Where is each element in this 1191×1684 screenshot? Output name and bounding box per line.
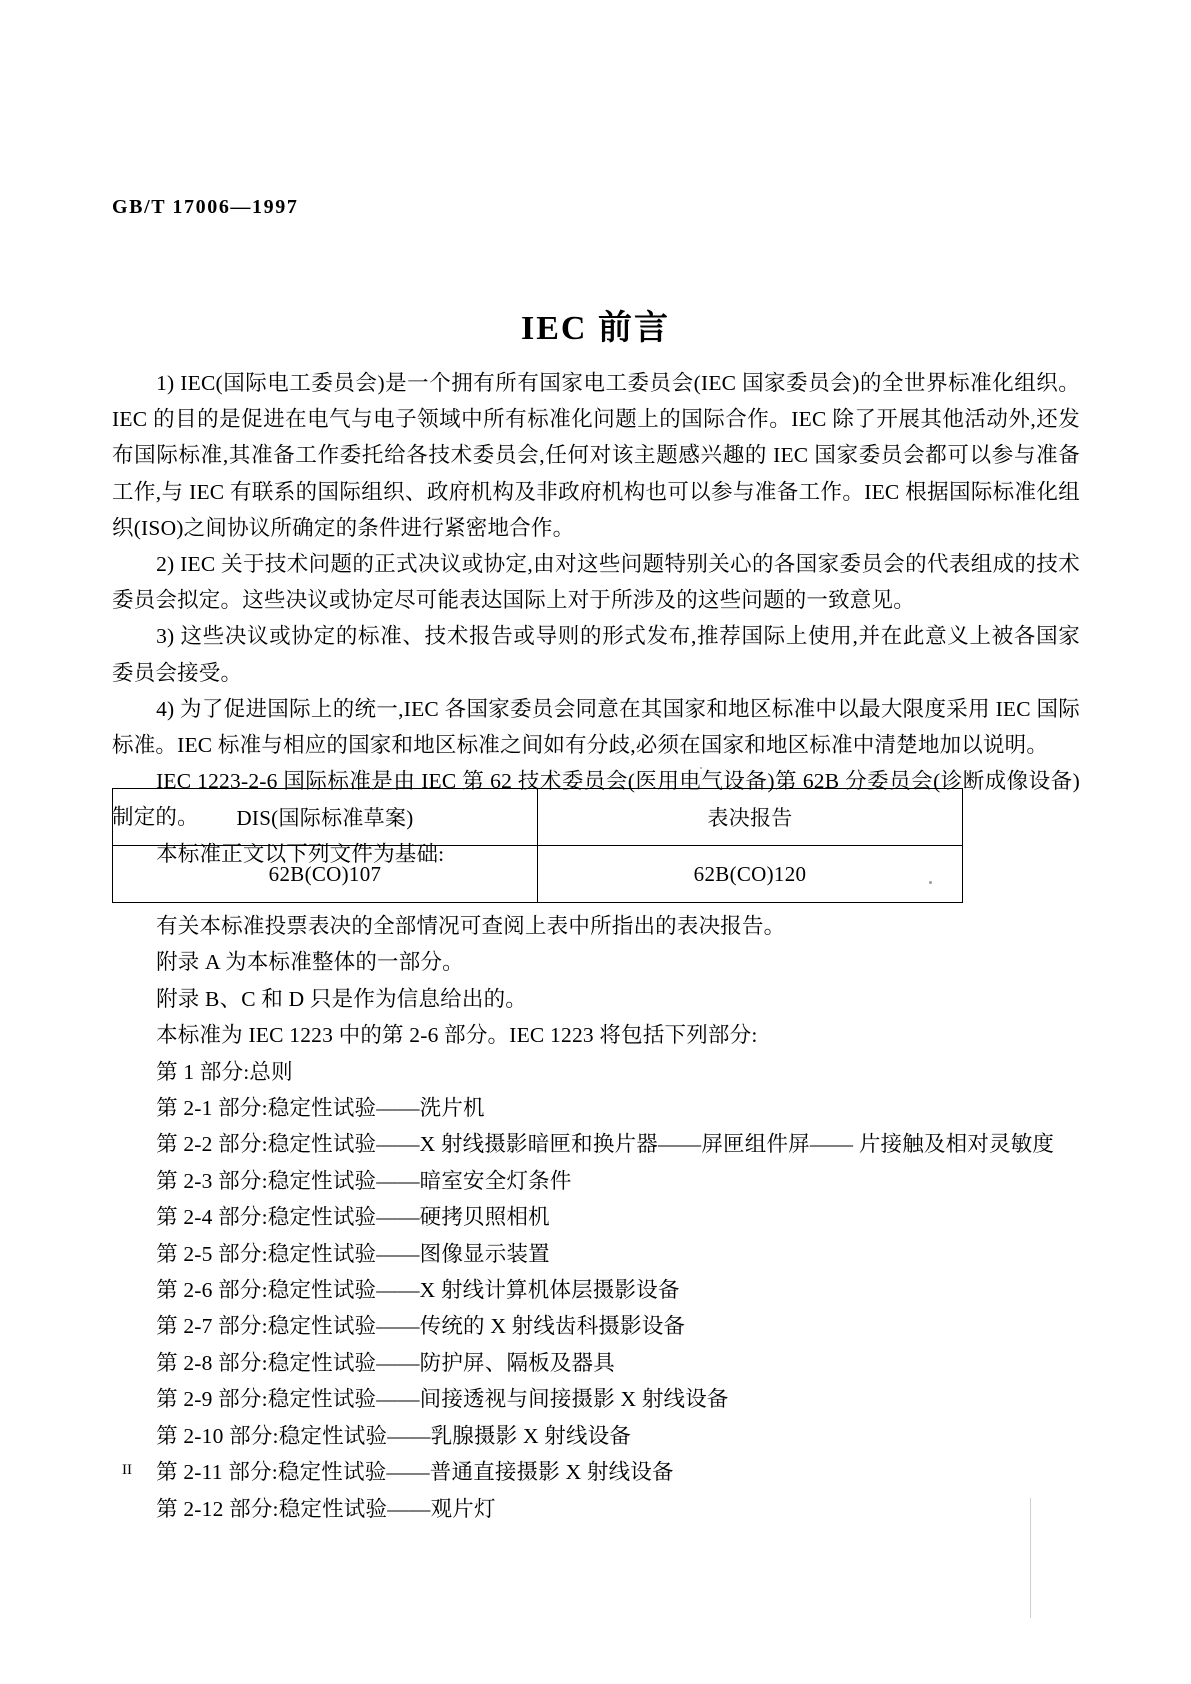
table-cell-report-value: 62B(CO)120 xyxy=(538,846,963,903)
list-item: 第 2-11 部分:稳定性试验——普通直接摄影 X 射线设备 xyxy=(156,1460,674,1485)
standard-number-header: GB/T 17006—1997 xyxy=(112,196,299,218)
list-item: 第 2-2 部分:稳定性试验——X 射线摄影暗匣和换片器——屏匣组件屏—— 片接触及相对灵敏度 xyxy=(156,1132,1055,1157)
paragraph-4: 4) 为了促进国际上的统一,IEC 各国家委员会同意在其国家和地区标准中以最大限度采用 IEC 国际标准。IEC 标准与相应的国家和地区标准之间如有分歧,必须在国家和地区标准中清楚地加以说明。 xyxy=(112,696,1080,758)
note-vote-report: 有关本标准投票表决的全部情况可查阅上表中所指出的表决报告。 xyxy=(156,914,786,938)
table-row xyxy=(113,846,963,903)
basis-documents-table xyxy=(112,788,963,903)
note-annex-bcd: 附录 B、C 和 D 只是作为信息给出的。 xyxy=(156,986,527,1011)
list-item: 第 2-8 部分:稳定性试验——防护屏、隔板及器具 xyxy=(156,1350,615,1375)
paragraph-basis-intro: 本标准正文以下列文件为基础: xyxy=(156,841,445,866)
table-cell-dis-value: 62B(CO)107 xyxy=(113,846,538,903)
scan-speck xyxy=(700,767,702,769)
paragraph-origin: IEC 1223-2-6 国际标准是由 IEC 第 62 技术委员会(医用电气设备)第 62B 分委员会(诊断成像设备)制定的。 xyxy=(112,769,1080,830)
scan-streak xyxy=(1030,1498,1031,1618)
list-item: 第 2-6 部分:稳定性试验——X 射线计算机体层摄影设备 xyxy=(156,1278,680,1303)
list-item: 第 2-7 部分:稳定性试验——传统的 X 射线齿科摄影设备 xyxy=(156,1314,686,1339)
note-annex-a: 附录 A 为本标准整体的一部分。 xyxy=(156,950,464,975)
table-header-dis: DIS(国际标准草案) xyxy=(113,789,538,846)
notes-and-parts-list xyxy=(112,908,1080,1527)
table-header-report: 表决报告 xyxy=(538,789,963,846)
paragraph-2: 2) IEC 关于技术问题的正式决议或协定,由对这些问题特别关心的各国家委员会的代表组成的技术委员会拟定。这些决议或协定尽可能表达国际上对于所涉及的这些问题的一致意见。 xyxy=(112,552,1080,613)
paragraph-3: 3) 这些决议或协定的标准、技术报告或导则的形式发布,推荐国际上使用,并在此意义上被各国家委员会接受。 xyxy=(112,624,1080,685)
note-scope-parts: 本标准为 IEC 1223 中的第 2-6 部分。IEC 1223 将包括下列部分: xyxy=(156,1023,758,1048)
list-item: 第 1 部分:总则 xyxy=(156,1059,293,1084)
list-item: 第 2-4 部分:稳定性试验——硬拷贝照相机 xyxy=(156,1205,550,1230)
paragraph-1: 1) IEC(国际电工委员会)是一个拥有所有国家电工委员会(IEC 国家委员会)的全世界标准化组织。IEC 的目的是促进在电气与电子领域中所有标准化问题上的国际合作。IEC 除了开展其他活动外,还发布国际标准,其准备工作委托给各技术委员会,任何对该主题感兴趣的 IEC 国家委员会都可以参与准备工作,与 IEC 有联系的国际组织、政府机构及非政府机构也可以参与准备工作。IEC 根据国际标准化组织(ISO)之间协议所确定的条件进行紧密地合作。 xyxy=(112,371,1080,540)
list-item: 第 2-12 部分:稳定性试验——观片灯 xyxy=(156,1496,496,1521)
list-item: 第 2-3 部分:稳定性试验——暗室安全灯条件 xyxy=(156,1168,572,1193)
table-header-row xyxy=(113,789,963,846)
list-item: 第 2-5 部分:稳定性试验——图像显示装置 xyxy=(156,1241,550,1266)
list-item: 第 2-10 部分:稳定性试验——乳腺摄影 X 射线设备 xyxy=(156,1423,632,1448)
scan-speck xyxy=(929,881,932,884)
list-item: 第 2-9 部分:稳定性试验——间接透视与间接摄影 X 射线设备 xyxy=(156,1387,729,1412)
list-item: 第 2-1 部分:稳定性试验——洗片机 xyxy=(156,1096,485,1121)
page-title: IEC 前言 xyxy=(521,310,670,347)
page-number: II xyxy=(122,1462,132,1478)
